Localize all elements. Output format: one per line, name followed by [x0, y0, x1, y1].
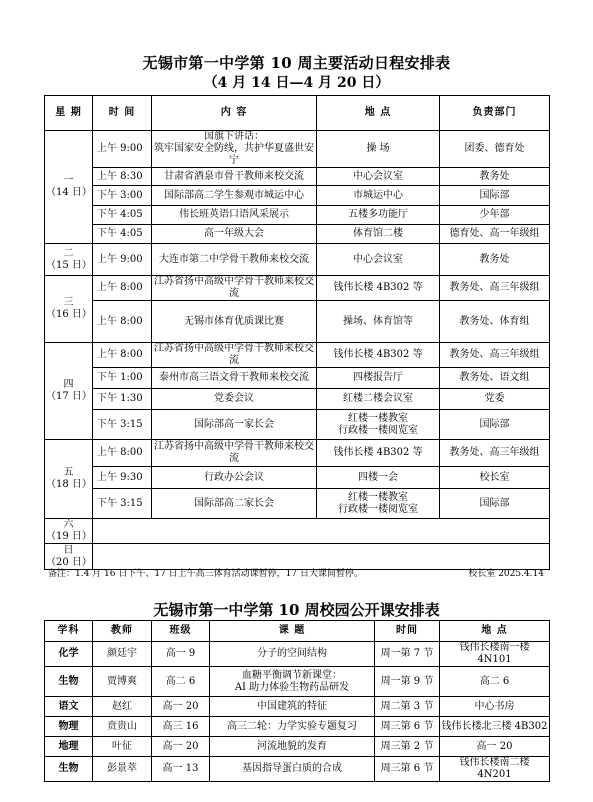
lessons-header-row — [45, 621, 550, 642]
row-content: 国际部高二学生参观市城运中心 — [152, 186, 317, 206]
note-text: 备注：1.4 月 16 日下午、17 日上午高三体育活动课暂停，17 日大课间暂停。 — [48, 569, 363, 579]
lesson-class: 高三 16 — [152, 717, 210, 737]
signature: 校长室 2025.4.14 — [468, 569, 544, 579]
header-teacher: 教师 — [93, 621, 152, 642]
table-row — [45, 489, 550, 519]
row-content: 国际部高二家长会 — [152, 489, 317, 519]
row-content: 国际部高一家长会 — [152, 410, 317, 440]
row-content: 江苏省扬中高级中学骨干教师来校交流 — [152, 343, 317, 368]
lesson-place: 钱伟长楼南一楼 4N101 — [440, 642, 550, 667]
lesson-subject: 化学 — [45, 642, 93, 667]
row-place: 操 场 — [317, 131, 440, 168]
row-dept: 团委、德育处 — [440, 131, 550, 168]
row-content: 无锡市体育优质课比赛 — [152, 301, 317, 343]
row-place: 红楼一楼教室 行政楼一楼阅览室 — [317, 489, 440, 519]
table-row — [45, 697, 550, 717]
row-place: 四楼报告厅 — [317, 368, 440, 389]
day-tuesday: 二 （15 日） — [45, 244, 93, 276]
row-content: 江苏省扬中高级中学骨干教师来校交流 — [152, 276, 317, 301]
lesson-time: 周二第 3 节 — [375, 697, 440, 717]
table-row — [45, 301, 550, 343]
table-row — [45, 717, 550, 737]
row-content: 伟长班英语口语风采展示 — [152, 206, 317, 225]
row-place: 操场、体育馆等 — [317, 301, 440, 343]
row-place: 钱伟长楼 4B302 等 — [317, 440, 440, 467]
row-time: 上午 8:00 — [93, 301, 152, 343]
row-dept: 教务处、高三年级组 — [440, 276, 550, 301]
row-time: 下午 1:00 — [93, 368, 152, 389]
row-time: 下午 3:00 — [93, 186, 152, 206]
row-place: 钱伟长楼 4B302 等 — [317, 276, 440, 301]
row-time: 下午 4:05 — [93, 225, 152, 244]
row-dept: 国际部 — [440, 489, 550, 519]
table-row — [45, 389, 550, 410]
table-row — [45, 519, 550, 544]
row-time: 上午 8:00 — [93, 440, 152, 467]
lesson-subject: 语文 — [45, 697, 93, 717]
lesson-place: 中心书房 — [440, 697, 550, 717]
lesson-time: 周三第 6 节 — [375, 757, 440, 782]
table-row — [45, 186, 550, 206]
table-row — [45, 368, 550, 389]
footnote — [48, 566, 548, 579]
schedule-header-row — [45, 96, 550, 131]
row-place: 钱伟长楼 4B302 等 — [317, 343, 440, 368]
lesson-time: 周三第 6 节 — [375, 717, 440, 737]
lesson-class: 高一 13 — [152, 757, 210, 782]
table-row — [45, 343, 550, 368]
table-row — [45, 737, 550, 757]
day-saturday: 六 （19 日） — [46, 519, 92, 542]
lesson-teacher: 颜廷宇 — [93, 642, 152, 667]
row-dept: 教务处、高三年级组 — [440, 343, 550, 368]
row-content: 高一年级大会 — [152, 225, 317, 244]
lesson-subject: 生物 — [45, 757, 93, 782]
lessons-table — [44, 620, 550, 782]
table-row — [45, 131, 550, 168]
header-class: 班级 — [152, 621, 210, 642]
lesson-place: 高一 20 — [440, 737, 550, 757]
lesson-class: 高一 20 — [152, 697, 210, 717]
row-time: 下午 1:30 — [93, 389, 152, 410]
row-content: 甘肃省酒泉市骨干教师来校交流 — [152, 168, 317, 186]
row-dept: 教务处、高三年级组 — [440, 440, 550, 467]
empty-row — [93, 519, 550, 544]
header-time: 时 间 — [93, 96, 152, 131]
row-time: 下午 4:05 — [93, 206, 152, 225]
day-thursday: 四 （17 日） — [45, 343, 93, 440]
row-time: 下午 3:15 — [93, 489, 152, 519]
header-topic: 课 题 — [210, 621, 375, 642]
day-monday: 一 （14 日） — [45, 131, 93, 244]
lesson-subject: 生物 — [45, 667, 93, 697]
lesson-teacher: 贲贵山 — [93, 717, 152, 737]
row-dept: 教务处、体育组 — [440, 301, 550, 343]
table-row — [45, 667, 550, 697]
lesson-teacher: 赵红 — [93, 697, 152, 717]
lesson-place: 高二 6 — [440, 667, 550, 697]
lesson-teacher: 贾博爽 — [93, 667, 152, 697]
lesson-time: 周一第 9 节 — [375, 667, 440, 697]
schedule-title: 无锡市第一中学第 10 周主要活动日程安排表 — [142, 54, 451, 72]
header-place: 地 点 — [440, 621, 550, 642]
row-time: 上午 8:00 — [93, 276, 152, 301]
row-place: 红楼一楼教室 行政楼一楼阅览室 — [317, 410, 440, 440]
row-content: 江苏省扬中高级中学骨干教师来校交流 — [152, 440, 317, 467]
row-dept: 教务处 — [440, 244, 550, 276]
lesson-class: 高一 9 — [152, 642, 210, 667]
table-row — [45, 467, 550, 489]
table-row — [45, 410, 550, 440]
lesson-topic: 中国建筑的特征 — [210, 697, 375, 717]
table-row — [45, 757, 550, 782]
row-place: 中心会议室 — [317, 168, 440, 186]
header-department: 负责部门 — [440, 96, 550, 131]
table-row — [45, 276, 550, 301]
lesson-place: 钱伟长楼南二楼 4N201 — [440, 757, 550, 782]
row-time: 上午 9:00 — [93, 244, 152, 276]
header-place: 地 点 — [317, 96, 440, 131]
header-subject: 学科 — [45, 621, 93, 642]
table-row — [45, 225, 550, 244]
lesson-topic: 基因指导蛋白质的合成 — [210, 757, 375, 782]
row-time: 上午 9:30 — [93, 467, 152, 489]
lesson-class: 高二 6 — [152, 667, 210, 697]
table-row — [45, 206, 550, 225]
lesson-time: 周一第 7 节 — [375, 642, 440, 667]
row-place: 市城运中心 — [317, 186, 440, 206]
row-content: 国旗下讲话： 筑牢国家安全防线，共护华夏盛世安宁 — [152, 131, 317, 168]
row-content: 大连市第二中学骨干教师来校交流 — [152, 244, 317, 276]
header-weekday: 星 期 — [45, 96, 93, 131]
table-row — [45, 642, 550, 667]
table-row — [45, 168, 550, 186]
lesson-topic: 血糖平衡调节新课堂： AI 助力体验生物药品研发 — [210, 667, 375, 697]
row-place: 五楼多功能厅 — [317, 206, 440, 225]
row-dept: 少年部 — [440, 206, 550, 225]
schedule-date-range: （4 月 14 日—4 月 20 日） — [203, 75, 390, 91]
row-content: 泰州市高三语文骨干教师来校交流 — [152, 368, 317, 389]
lesson-teacher: 彭景萃 — [93, 757, 152, 782]
day-friday: 五 （18 日） — [45, 440, 93, 519]
table-row — [45, 440, 550, 467]
lesson-topic: 分子的空间结构 — [210, 642, 375, 667]
day-sunday: 日 （20 日） — [46, 544, 92, 568]
header-content: 内 容 — [152, 96, 317, 131]
row-dept: 教务处 — [440, 168, 550, 186]
row-content: 行政办公会议 — [152, 467, 317, 489]
lesson-topic: 河流地貌的发育 — [210, 737, 375, 757]
day-wednesday: 三 （16 日） — [45, 276, 93, 343]
lesson-class: 高一 20 — [152, 737, 210, 757]
row-time: 上午 8:30 — [93, 168, 152, 186]
lesson-subject: 物理 — [45, 717, 93, 737]
row-time: 下午 3:15 — [93, 410, 152, 440]
row-time: 上午 9:00 — [93, 131, 152, 168]
row-time: 上午 8:00 — [93, 343, 152, 368]
table-row — [45, 244, 550, 276]
lessons-title: 无锡市第一中学第 10 周校园公开课安排表 — [153, 601, 440, 619]
row-dept: 教务处、语文组 — [440, 368, 550, 389]
row-dept: 校长室 — [440, 467, 550, 489]
header-time: 时间 — [375, 621, 440, 642]
lesson-subject: 地理 — [45, 737, 93, 757]
row-content: 党委会议 — [152, 389, 317, 410]
row-place: 红楼二楼会议室 — [317, 389, 440, 410]
lesson-teacher: 叶征 — [93, 737, 152, 757]
lesson-place: 钱伟长楼北三楼 4B302 — [440, 717, 550, 737]
lesson-time: 周三第 2 节 — [375, 737, 440, 757]
row-dept: 国际部 — [440, 410, 550, 440]
row-dept: 党委 — [440, 389, 550, 410]
row-place: 体育馆二楼 — [317, 225, 440, 244]
row-dept: 国际部 — [440, 186, 550, 206]
schedule-table — [44, 95, 550, 570]
row-dept: 德育处、高一年级组 — [440, 225, 550, 244]
lesson-topic: 高三二轮：力学实验专题复习 — [210, 717, 375, 737]
row-place: 中心会议室 — [317, 244, 440, 276]
row-place: 四楼一会 — [317, 467, 440, 489]
